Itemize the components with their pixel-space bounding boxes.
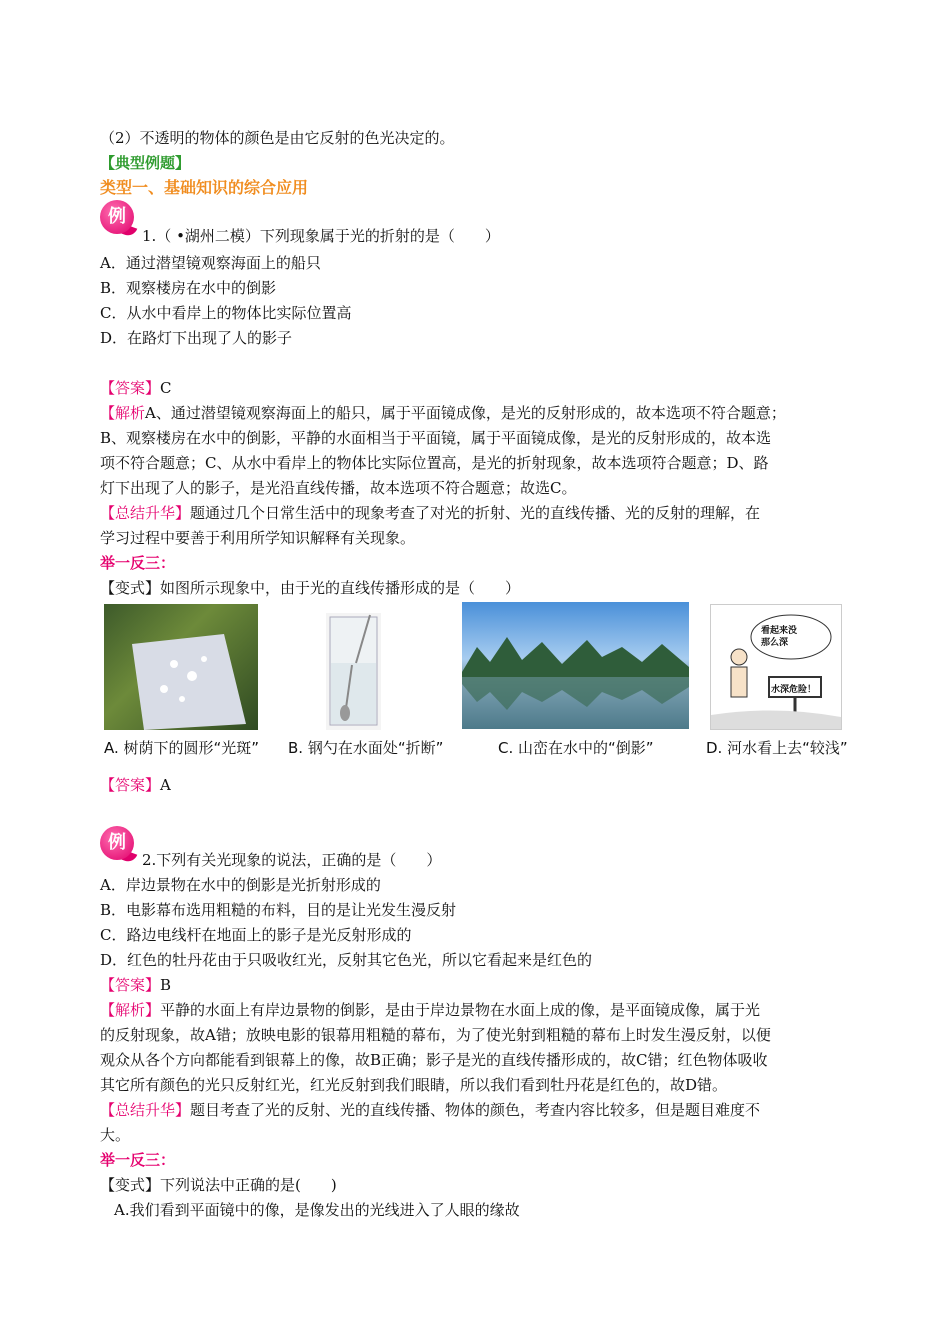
caption-d: D. 河水看上去“较浅” [706,739,848,757]
q2-variant-option-a: A.我们看到平面镜中的像，是像发出的光线进入了人眼的缘故 [114,1201,520,1219]
q2-analysis-line-1: 【解析】平静的水面上有岸边景物的倒影，是由于岸边景物在水面上成的像，是平面镜成像，属于光 [100,1001,761,1019]
q2-summary-line-1: 【总结升华】题目考查了光的反射、光的直线传播、物体的颜色，考查内容比较多，但是题目难度不 [100,1101,761,1119]
q2-option-a: A．岸边景物在水中的倒影是光折射形成的 [100,876,381,894]
q2-answer: 【答案】B [100,976,172,994]
q1-summary-line-2: 学习过程中要善于利用所学知识解释有关现象。 [100,529,416,547]
q2-variant-heading: 举一反三： [100,1151,176,1169]
example-badge-icon: 例 [100,200,134,234]
q1-option-a: A．通过潜望镜观察海面上的船只 [100,254,321,272]
light-spots-graphic [104,604,258,730]
q1-question: 1.（ •湖州二模）下列现象属于光的折射的是（ ） [142,227,500,245]
q1-analysis-line-4: 灯下出现了人的影子，是光沿直线传播，故本选项不符合题意；故选C。 [100,479,577,497]
q1-analysis-line-3: 项不符合题意；C、从水中看岸上的物体比实际位置高，是光的折射现象，故本选项符合题意；D、路 [100,454,769,472]
q1-variant-answer: 【答案】A [100,776,171,794]
glass-spoon-graphic [326,613,381,730]
example-badge-icon-2: 例 [100,826,134,860]
q2-analysis-line-3: 观众从各个方向都能看到银幕上的像，故B正确；影子是光的直线传播形成的，故C错；红色物体吸收 [100,1051,768,1069]
image-spoon-glass [326,613,381,730]
caption-a: A. 树荫下的圆形“光斑” [104,739,260,757]
q1-analysis-line-1: 【解析A、通过潜望镜观察海面上的船只，属于平面镜成像，是光的反射形成的，故本选项不符合题意； [100,404,786,422]
section-heading: 【典型例题】 [100,154,191,172]
q1-summary-line-1: 【总结升华】题通过几个日常生活中的现象考查了对光的折射、光的直线传播、光的反射的理解，在 [100,504,761,522]
q1-option-d: D．在路灯下出现了人的影子 [100,329,293,347]
image-tree-shade [104,604,258,730]
mountain-graphic [462,602,689,729]
q2-option-b: B．电影幕布选用粗糙的布料，目的是让光发生漫反射 [100,901,457,919]
q2-analysis-line-4: 其它所有颜色的光只反射红光，红光反射到我们眼睛，所以我们看到牡丹花是红色的，故D错。 [100,1076,728,1094]
image-cartoon [710,604,842,730]
cartoon-thought-text: 看起来没 那么深 [761,626,798,648]
q1-variant-heading: 举一反三： [100,554,176,572]
q1-option-c: C．从水中看岸上的物体比实际位置高 [100,304,352,322]
q2-question: 2.下列有关光现象的说法，正确的是（ ） [142,851,442,869]
q1-variant-question: 【变式】如图所示现象中，由于光的直线传播形成的是（ ） [100,579,521,597]
caption-b: B. 钢勺在水面处“折断” [288,739,444,757]
q1-option-b: B．观察楼房在水中的倒影 [100,279,277,297]
image-mountain-reflection [462,602,689,729]
type-heading: 类型一、基础知识的综合应用 [100,178,309,197]
q2-option-c: C．路边电线杆在地面上的影子是光反射形成的 [100,926,412,944]
q2-analysis-line-2: 的反射现象，故A错；放映电影的银幕用粗糙的幕布，为了使光射到粗糙的幕布上时发生漫反射，以便 [100,1026,771,1044]
q2-summary-line-2: 大。 [100,1126,131,1144]
cartoon-graphic [711,605,841,729]
caption-c: C. 山峦在水中的“倒影” [498,739,654,757]
intro-line: （2）不透明的物体的颜色是由它反射的色光决定的。 [100,129,455,147]
q2-option-d: D．红色的牡丹花由于只吸收红光，反射其它色光，所以它看起来是红色的 [100,951,593,969]
q1-analysis-line-2: B、观察楼房在水中的倒影，平静的水面相当于平面镜，属于平面镜成像，是光的反射形成的，故本选 [100,429,772,447]
q2-variant-question: 【变式】下列说法中正确的是( ) [100,1176,337,1194]
q1-answer: 【答案】C [100,379,172,397]
cartoon-sign-text: 水深危险！ [771,685,817,695]
